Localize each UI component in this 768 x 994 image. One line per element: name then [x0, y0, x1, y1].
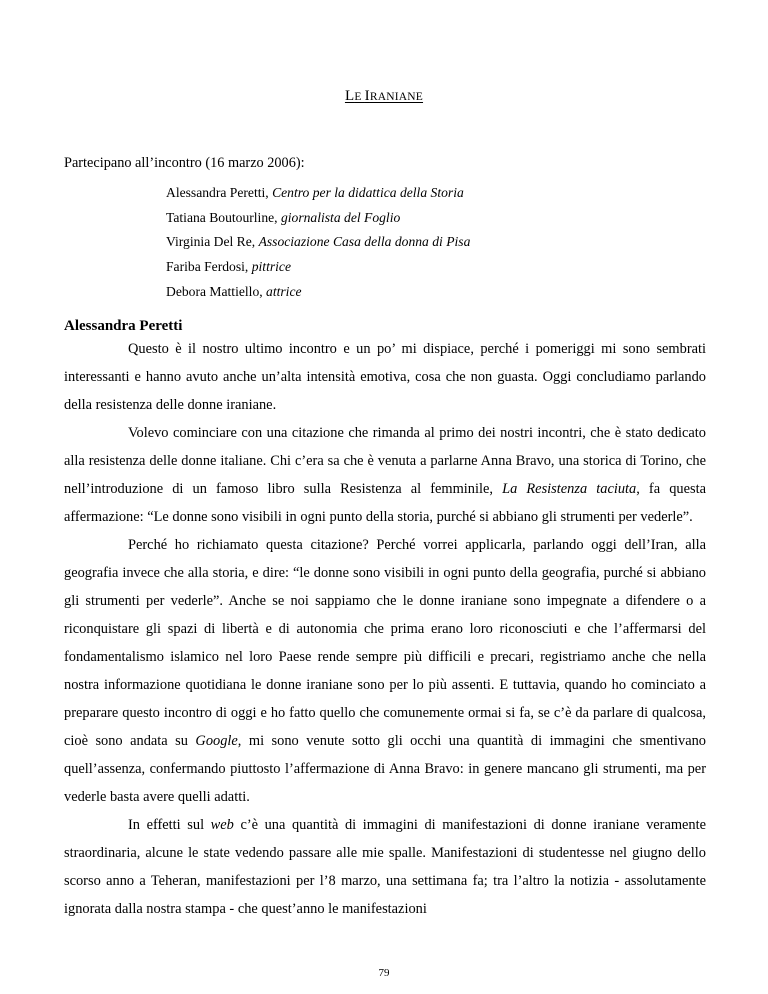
participant-name: Virginia Del Re, — [166, 234, 259, 250]
participants-list — [166, 185, 470, 308]
paragraph — [64, 811, 706, 923]
paragraph-text: , mi sono venute sotto gli occhi una quantità di immagini che smentivano quell’assenza, confermando piuttosto l’affermazione di Anna Bravo: in genere mancano gli strumenti, ma per vederle basta avere quelli adatti. — [64, 733, 706, 805]
paragraph — [64, 531, 706, 811]
title-initial-1: L — [344, 88, 355, 104]
book-title: La Resistenza taciuta — [502, 481, 637, 497]
participant-item — [166, 234, 470, 259]
participant-item — [166, 284, 470, 309]
participant-role: attrice — [266, 283, 302, 299]
speaker-heading: Alessandra Peretti — [64, 318, 183, 334]
participant-role: Centro per la didattica della Storia — [272, 185, 464, 200]
paragraph-text: c’è una quantità di immagini di manifestazioni di donne iraniane veramente straordinaria, alcune le state vedendo passare alle mie spalle. Manifestazioni di studentesse nel giugno dello scorso anno a Teheran, manifestazioni per l’8 marzo, una settimana fa; tra l’altro la notizia - assolutamente ignorata dalla nostra stampa - che quest’anno le manifestazioni — [64, 817, 706, 917]
italic-term: Google — [195, 733, 238, 749]
participant-item — [166, 210, 470, 235]
participant-role: pittrice — [251, 259, 291, 275]
title-smallcaps-1: E — [354, 91, 365, 103]
participant-role: Associazione Casa della donna di Pisa — [258, 234, 471, 250]
title-smallcaps-2: RANIANE — [369, 91, 424, 103]
paragraph-text: Perché ho richiamato questa citazione? Perché vorrei applicarla, parlando oggi dell’Iran, alla geografia invece che alla storia, e dire: “le donne sono visibili in ogni punto della geografia, purché si abbiano gli strumenti per vederle”. Anche se noi sappiamo che le donne iraniane sono impegnate a difendere o a riconquistare gli spazi di libertà e di autonomia che prima erano loro riconosciuti e che l’affermarsi del fondamentalismo islamico nel loro Paese rende sempre più difficili e precari, registriamo anche che nella nostra informazione quotidiana le donne iraniane sono per lo più assenti. E tuttavia, quando ho cominciato a preparare questo incontro di oggi e ho fatto quello che comunemente ormai si fa, se c’è da parlare di qualcosa, cioè sono andata su — [64, 537, 706, 749]
participants-intro: Partecipano all’incontro (16 marzo 2006): — [64, 155, 305, 171]
paragraph — [64, 335, 706, 419]
page-number: 79 — [378, 967, 390, 979]
participant-item — [166, 185, 470, 210]
participant-name: Fariba Ferdosi, — [166, 259, 252, 275]
paragraph-text: In effetti sul — [128, 817, 211, 833]
italic-term: web — [210, 817, 234, 833]
participant-name: Alessandra Peretti, — [166, 185, 273, 200]
title-initial-2: I — [364, 88, 370, 104]
participant-item — [166, 259, 470, 284]
participant-name: Tatiana Boutourline, — [166, 209, 281, 225]
paragraph — [64, 419, 706, 531]
participant-name: Debora Mattiello, — [166, 283, 267, 299]
paragraph-text: Questo è il nostro ultimo incontro e un po’ mi dispiace, perché i pomeriggi mi sono sembrati interessanti e hanno avuto anche un’alta intensità emotiva, cosa che non guasta. Oggi concludiamo parlando della resistenza delle donne iraniane. — [64, 341, 706, 413]
paragraph-text: Volevo cominciare con una citazione che rimanda al primo dei nostri incontri, che è stato dedicato alla resistenza delle donne italiane. Chi c’era sa che è venuta a parlarne Anna Bravo, una storica di Torino, che nell’introduzione di un famoso libro sulla Resistenza al femminile, — [64, 425, 706, 497]
participant-role: giornalista del Foglio — [280, 209, 401, 225]
paragraph-text: , fa questa affermazione: “Le donne sono visibili in ogni punto della storia, purché si abbiano gli strumenti per vederle”. — [64, 481, 706, 525]
body-text — [64, 335, 706, 923]
document-title — [0, 88, 768, 105]
